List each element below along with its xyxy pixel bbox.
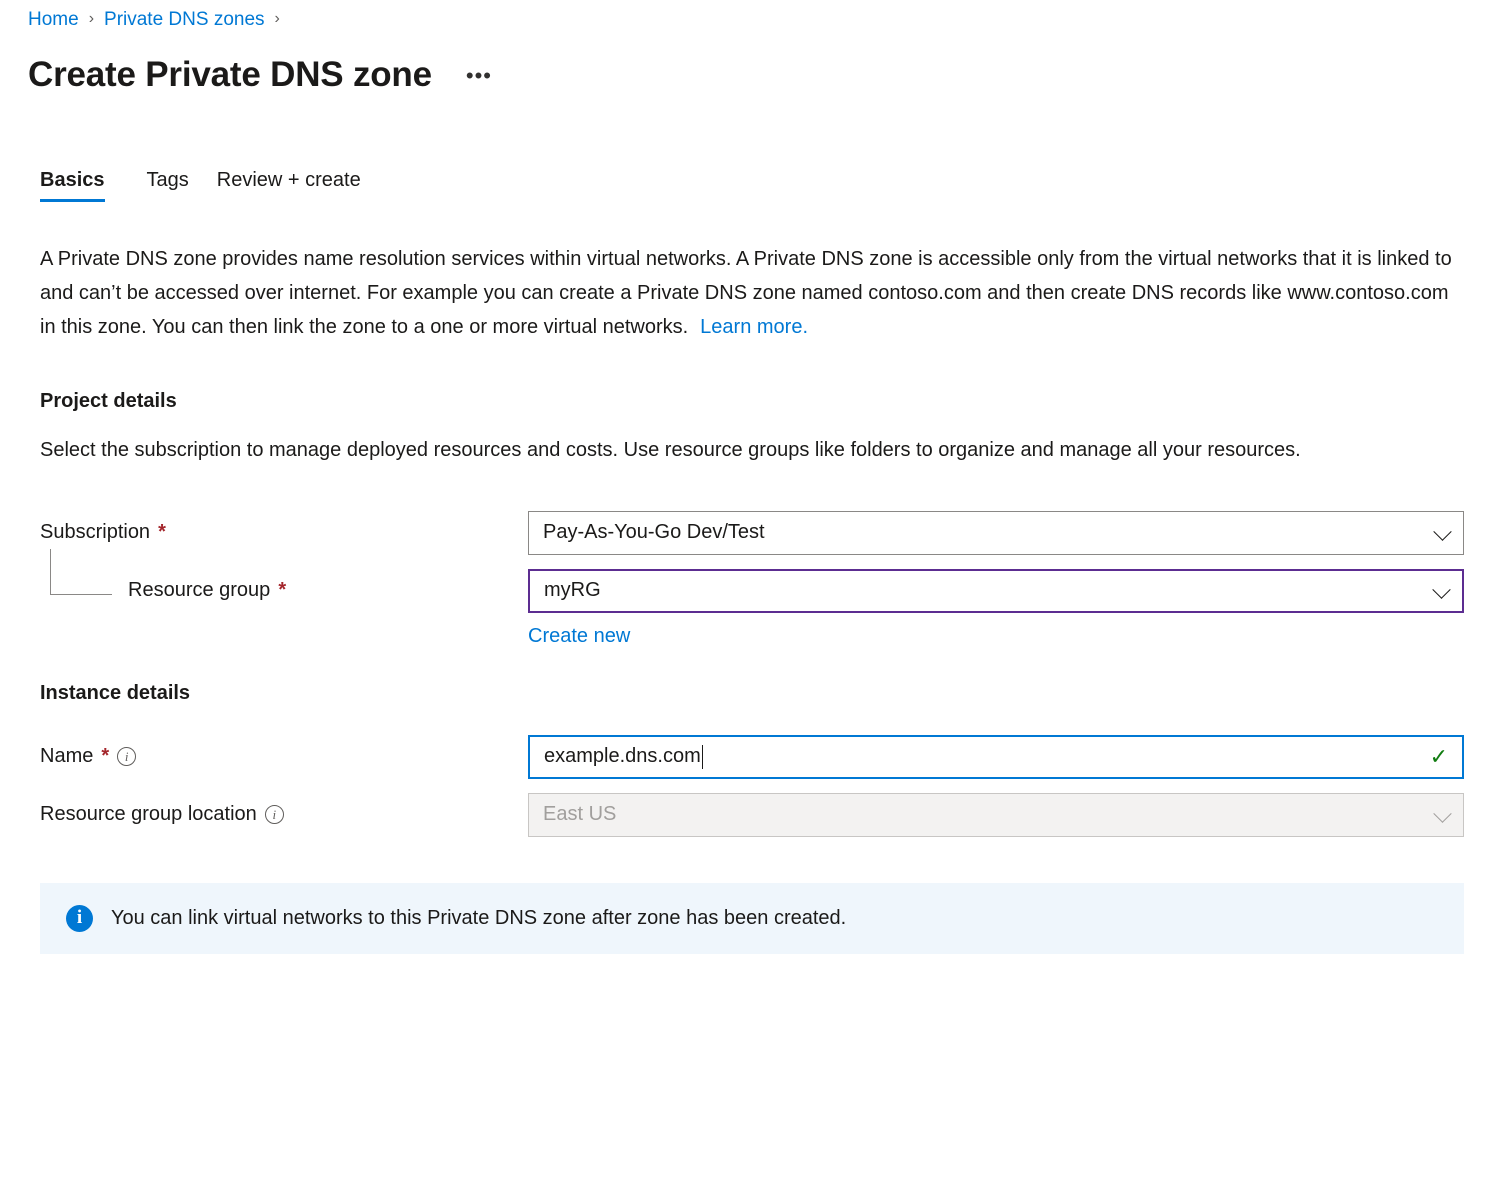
breadcrumb [0, 0, 1504, 34]
breadcrumb-separator-icon-2: › [274, 10, 280, 27]
info-icon[interactable]: i [117, 747, 136, 766]
intro-paragraph [40, 242, 1460, 344]
intro-text: A Private DNS zone provides name resolution services within virtual networks. A Private DNS zone is accessible only from the virtual networks that it is linked to and can’t be accessed over internet. For example you can create a Private DNS zone named contoso.com and then create DNS records like www.contoso.com in this zone. You can then link the zone to a one or more virtual networks. [40, 247, 1452, 338]
name-input[interactable] [528, 735, 1464, 779]
chevron-down-icon [1433, 522, 1451, 540]
chevron-down-icon [1432, 580, 1450, 598]
resource-group-location-label [40, 803, 528, 826]
name-required-marker: * [101, 745, 110, 767]
chevron-down-icon [1433, 804, 1451, 822]
breadcrumb-separator-icon: › [88, 10, 95, 27]
resource-group-label-text: Resource group [128, 579, 271, 601]
resource-group-location-control [528, 793, 1464, 837]
subscription-select[interactable] [528, 511, 1464, 555]
tab-bar [0, 169, 1504, 202]
subscription-required-marker: * [158, 521, 166, 543]
form-content [0, 242, 1504, 839]
breadcrumb-item-private-dns-zones[interactable]: Private DNS zones [104, 9, 265, 30]
field-name [40, 733, 1464, 781]
validation-check-icon: ✓ [1429, 743, 1448, 769]
resource-group-value: myRG [544, 579, 601, 601]
create-new-spacer [40, 625, 528, 648]
breadcrumb-item-home[interactable]: Home [28, 9, 79, 30]
tab-review-create[interactable]: Review + create [216, 168, 361, 191]
tab-tags[interactable]: Tags [146, 168, 189, 191]
resource-group-select[interactable] [528, 569, 1464, 613]
subscription-label [40, 521, 528, 544]
learn-more-link[interactable]: Learn more. [700, 315, 809, 338]
instance-details-heading: Instance details [40, 681, 191, 704]
subscription-control [528, 511, 1464, 555]
field-resource-group [40, 567, 1464, 615]
project-details-description: Select the subscription to manage deployed resources and costs. Use resource groups like folders to organize and manage all your resources. [40, 438, 1301, 461]
info-banner [40, 883, 1464, 954]
resource-group-control [528, 569, 1464, 613]
field-subscription [40, 509, 1464, 557]
resource-group-location-value: East US [543, 803, 617, 825]
more-options-icon[interactable]: ••• [465, 62, 492, 88]
info-icon[interactable]: i [265, 805, 284, 824]
resource-group-required-marker: * [278, 579, 287, 601]
project-details-heading: Project details [40, 389, 177, 412]
tree-elbow-connector [50, 549, 112, 595]
field-resource-group-location [40, 791, 1464, 839]
subscription-label-text: Subscription [40, 521, 151, 543]
name-control [528, 735, 1464, 779]
name-label-text: Name [40, 745, 94, 767]
resource-group-location-select [528, 793, 1464, 837]
text-caret [702, 745, 703, 769]
tab-basics[interactable]: Basics [40, 169, 119, 202]
name-input-value: example.dns.com [544, 745, 701, 767]
resource-group-label [40, 579, 528, 602]
create-new-row [40, 625, 1464, 648]
basics-form [40, 509, 1464, 839]
info-circle-icon: i [66, 905, 93, 932]
page-title: Create Private DNS zone [28, 55, 432, 94]
resource-group-location-label-text: Resource group location [40, 803, 257, 825]
info-banner-text: You can link virtual networks to this Private DNS zone after zone has been created. [111, 906, 847, 929]
name-label [40, 745, 528, 768]
create-new-resource-group-link[interactable]: Create new [528, 624, 631, 647]
page-header [0, 34, 1504, 95]
subscription-value: Pay-As-You-Go Dev/Test [543, 521, 765, 543]
